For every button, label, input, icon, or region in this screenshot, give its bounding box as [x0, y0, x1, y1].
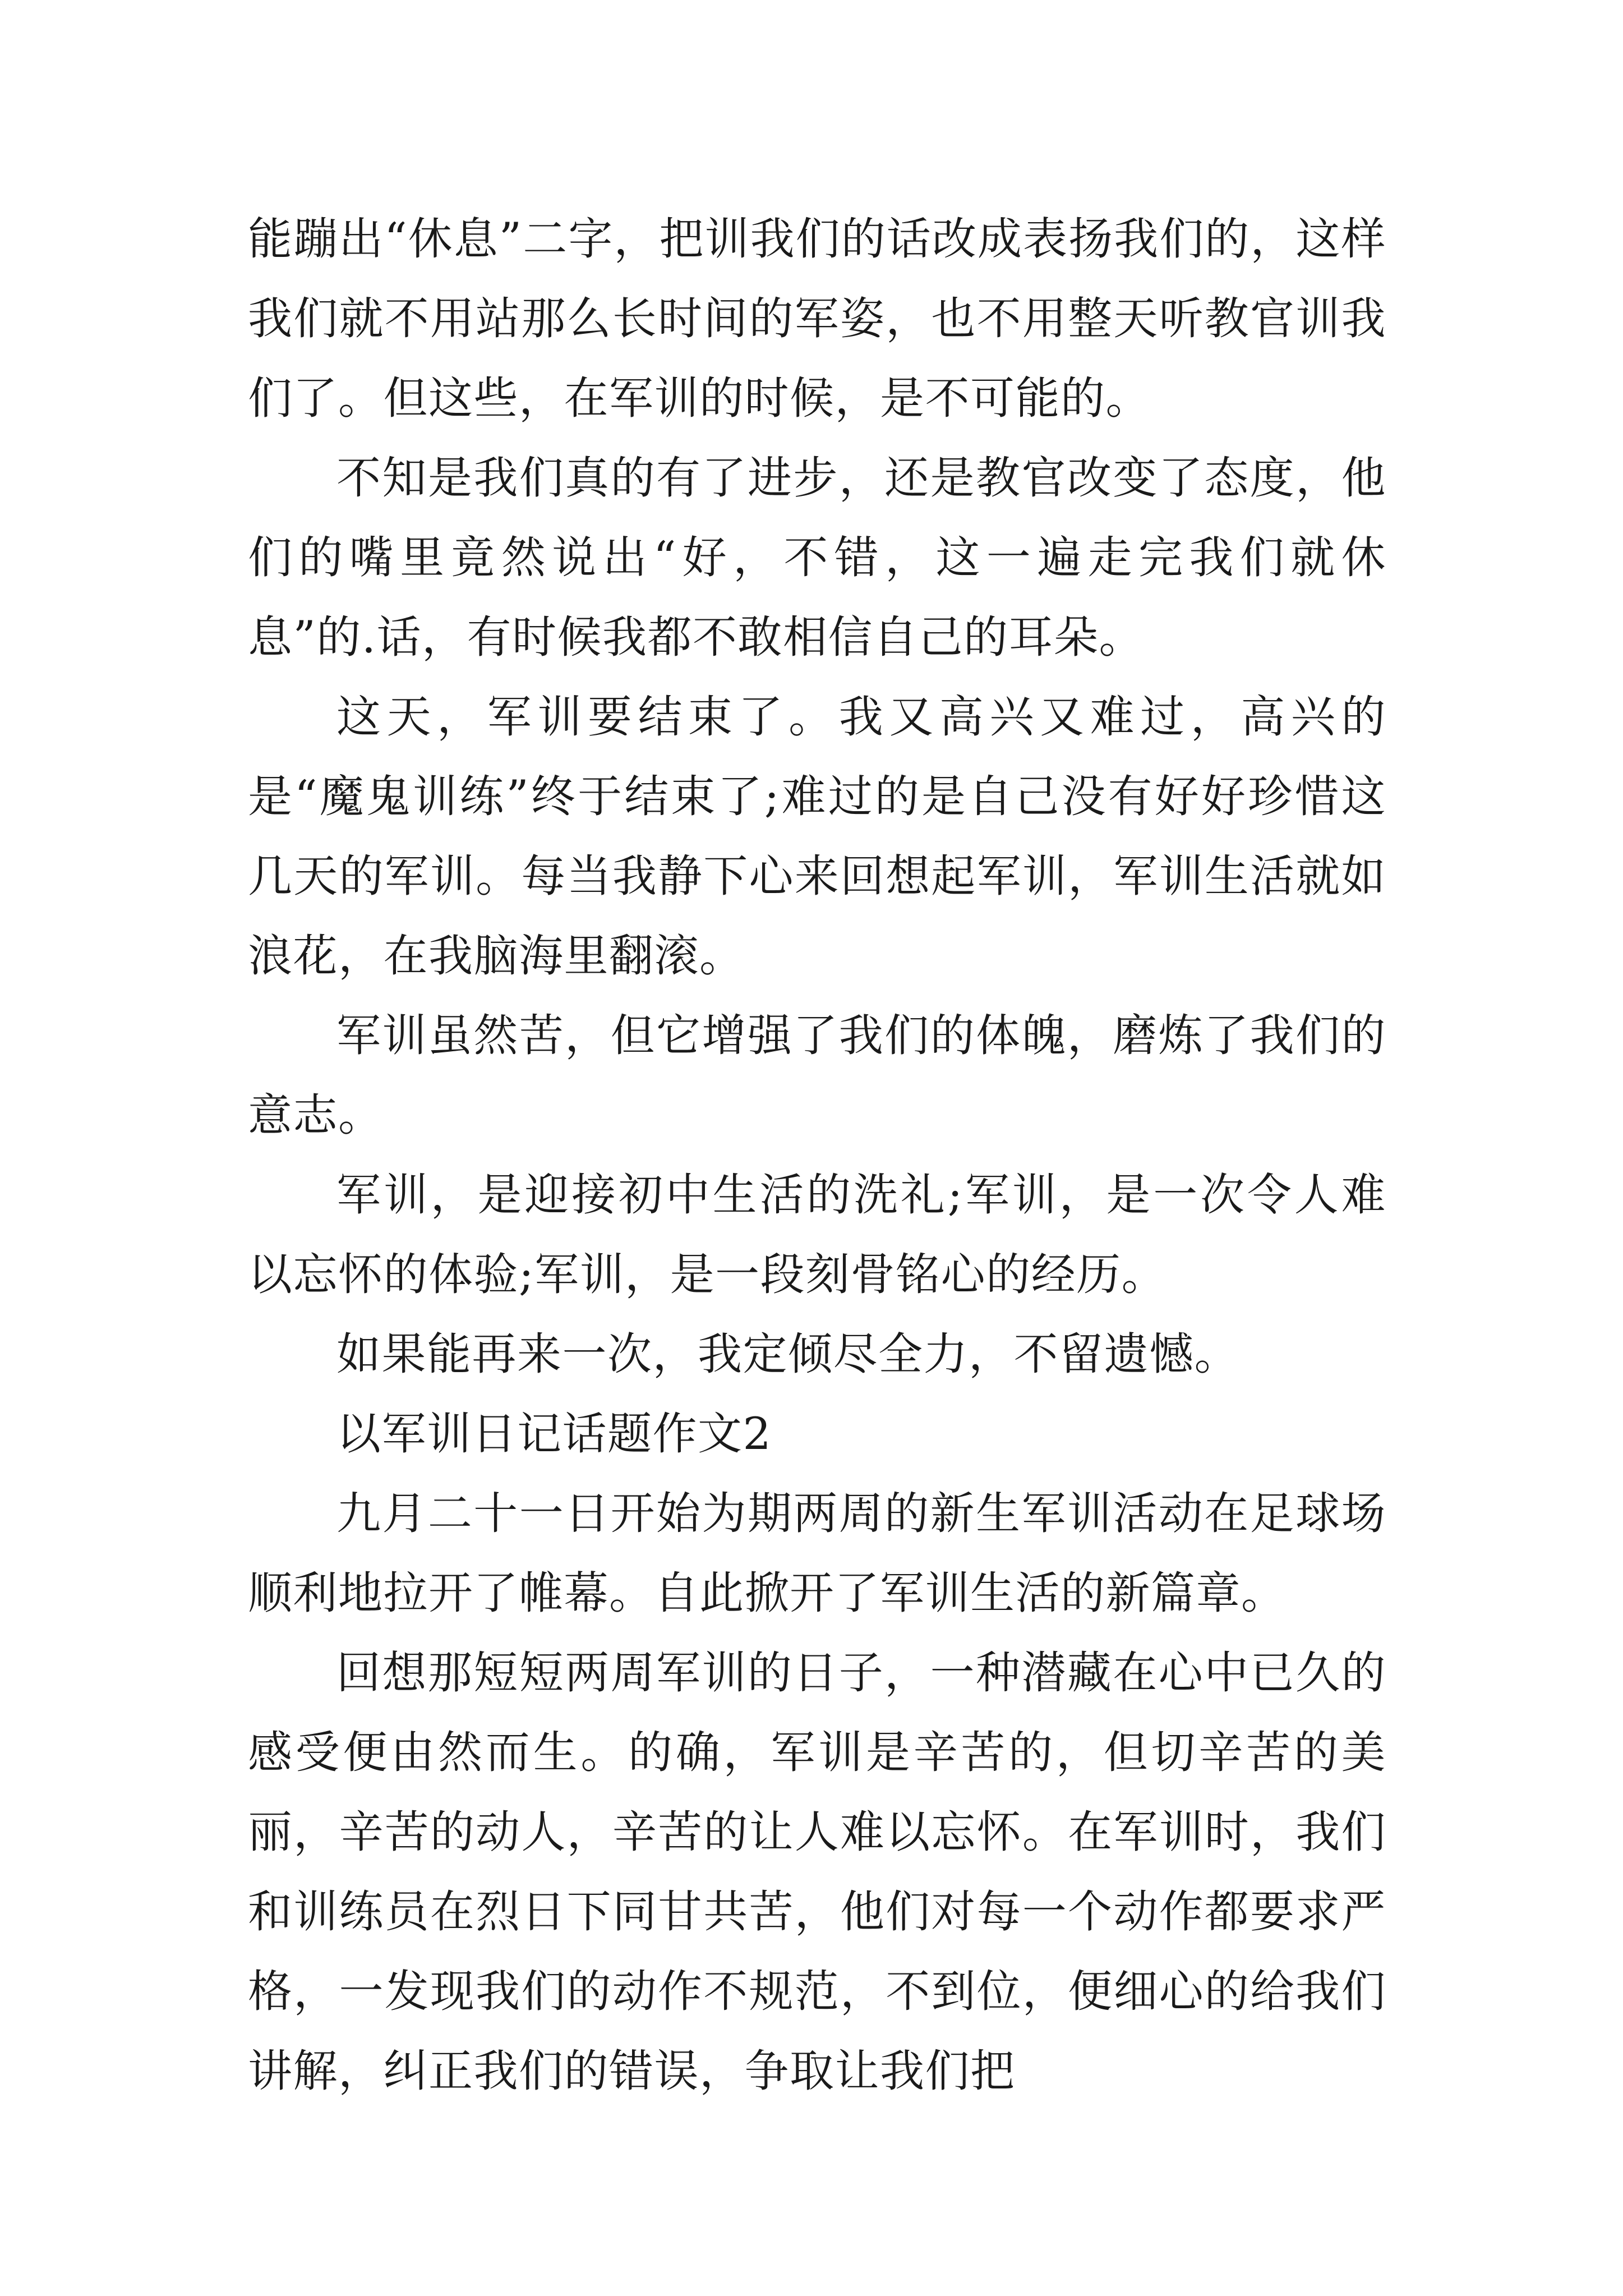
paragraph: 军训，是迎接初中生活的洗礼;军训，是一次令人难以忘怀的体验;军训，是一段刻骨铭心的经历。	[248, 1169, 1386, 1300]
paragraph: 这天，军训要结束了。我又高兴又难过，高兴的是“魔鬼训练”终于结束了;难过的是自己没有好好珍惜这几天的军训。每当我静下心来回想起军训，军训生活就如浪花，在我脑海里翻滚。	[248, 691, 1386, 982]
paragraph: 能蹦出“休息”二字，把训我们的话改成表扬我们的，这样我们就不用站那么长时间的军姿，也不用整天听教官训我们了。但这些，在军训的时候，是不可能的。	[248, 213, 1386, 424]
paragraph: 不知是我们真的有了进步，还是教官改变了态度，他们的嘴里竟然说出“好，不错，这一遍走完我们就休息”的.话，有时候我都不敢相信自己的耳朵。	[248, 452, 1386, 663]
document-body	[248, 199, 1386, 2111]
paragraph: 九月二十一日开始为期两周的新生军训活动在足球场顺利地拉开了帷幕。自此掀开了军训生活的新篇章。	[248, 1488, 1386, 1619]
paragraph: 军训虽然苦，但它增强了我们的体魄，磨炼了我们的意志。	[248, 1010, 1386, 1141]
paragraph: 如果能再来一次，我定倾尽全力，不留遗憾。	[336, 1328, 1239, 1380]
paragraph: 回想那短短两周军训的日子，一种潜藏在心中已久的感受便由然而生。的确，军训是辛苦的，但切辛苦的美丽，辛苦的动人，辛苦的让人难以忘怀。在军训时，我们和训练员在烈日下同甘共苦，他们对每一个动作都要求严格，一发现我们的动作不规范，不到位，便细心的给我们讲解，纠正我们的错误，争取让我们把	[248, 1647, 1386, 2097]
section-title: 以军训日记话题作文2	[336, 1408, 772, 1460]
